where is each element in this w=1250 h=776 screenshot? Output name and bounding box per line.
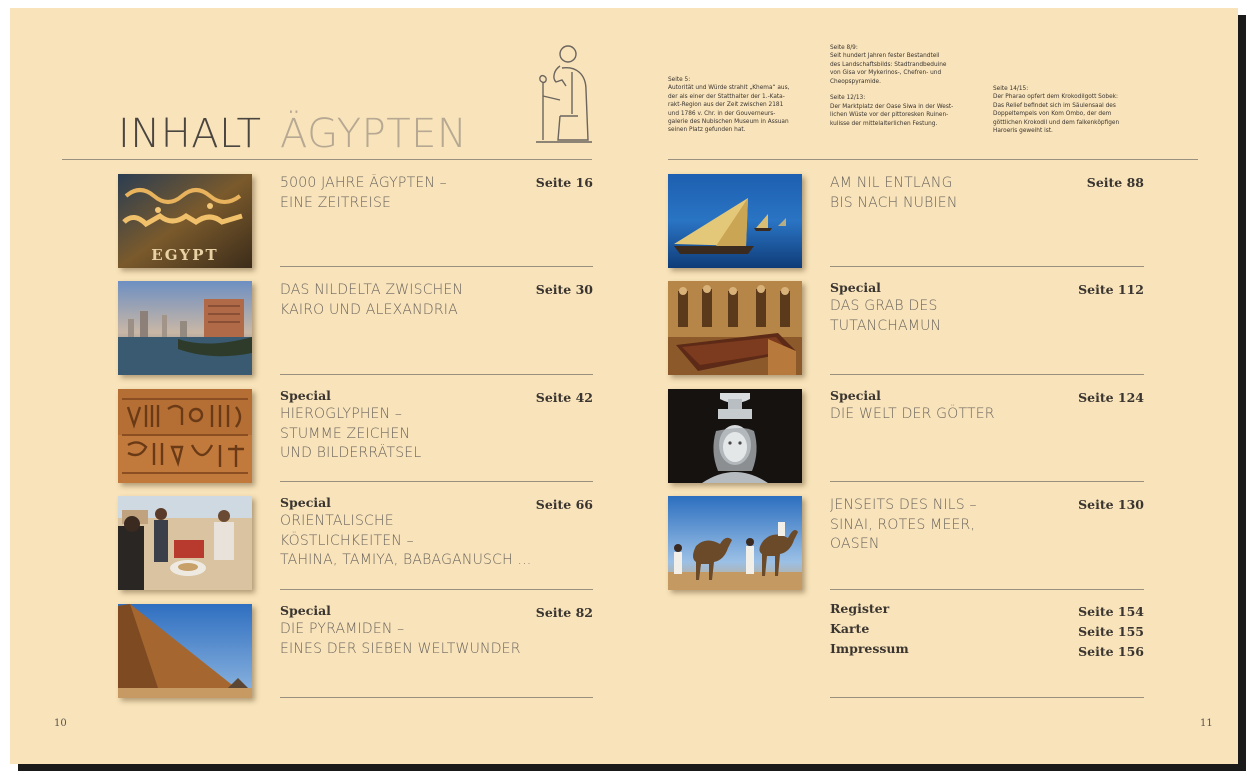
book-spread (10, 8, 1238, 764)
thumb-hieroglyphs (118, 389, 252, 483)
entry-title: JENSEITS DES NILS – SINAI, ROTES MEER, OASEN (830, 497, 977, 552)
page-number: Seite 124 (1078, 390, 1144, 405)
entry-rule (280, 589, 593, 590)
special-label: Special (830, 280, 881, 295)
appendix-impressum[interactable]: Impressum (830, 641, 909, 656)
page-number: Seite 30 (535, 282, 593, 297)
egypt-sign-text: EGYPT (151, 246, 219, 264)
caption-seite-5: Seite 5: Autorität und Würde strahlt „Khema“ aus, der als einer der Statthalter der 1.-Kata- rakt-Region aus der Zeit zwischen 2181 und 1786 v. Chr. in der Gouverneurs- galerie des Nubischen Museum in Assuan seinen Platz gefunden hat. (668, 77, 790, 134)
page-number: Seite 88 (1086, 175, 1144, 190)
horus-figure-icon (532, 44, 596, 148)
entry-rule (280, 266, 593, 267)
folio-left: 10 (54, 718, 67, 729)
special-label: Special (280, 603, 331, 618)
page-number: Seite 42 (535, 390, 593, 405)
thumb-egypt-sign (118, 174, 252, 268)
entry-rule (830, 697, 1144, 698)
page-number: Seite 130 (1078, 497, 1144, 512)
page-number: Seite 155 (1078, 624, 1144, 639)
thumb-camels (668, 496, 802, 590)
thumb-goddess-statue (668, 389, 802, 483)
entry-title: DAS GRAB DES TUTANCHAMUN (830, 298, 942, 334)
entry-title: DIE PYRAMIDEN – EINES DER SIEBEN WELTWUNDER (280, 621, 521, 657)
caption-seite-14-15: Seite 14/15: Der Pharao opfert dem Krokodilgott Sobek: Das Relief befindet sich im Säulensaal des Doppeltempels von Kom Ombo, der dem göttlichen Krokodil und dem falkenköpfigen Haroeris geweiht ist. (993, 86, 1120, 135)
entry-rule (830, 374, 1144, 375)
caption-seite-8-13: Seite 8/9: Seit hundert Jahren fester Bestandteil des Landschaftsbilds: Stadtrandbeduine von Gisa vor Mykerinos-, Chefren- und Cheopspyramide. Seite 12/13: Der Marktplatz der Oase Siwa in der West- lichen Wüste vor der pittoresken Ruinen- kulisse der mittelalterlichen Festung. (830, 45, 954, 127)
thumb-tomb (668, 281, 802, 375)
appendix-karte[interactable]: Karte (830, 621, 870, 636)
page-number: Seite 16 (535, 175, 593, 190)
page-number: Seite 112 (1078, 282, 1144, 297)
entry-rule (830, 589, 1144, 590)
entry-rule (280, 697, 593, 698)
entry-title: DIE WELT DER GÖTTER (830, 406, 995, 422)
entry-title: DAS NILDELTA ZWISCHEN KAIRO UND ALEXANDRIA (280, 282, 464, 318)
entry-title: HIEROGLYPHEN – STUMME ZEICHEN UND BILDERRÄTSEL (280, 406, 422, 461)
thumb-market-food (118, 496, 252, 590)
heading-inhalt: INHALT (118, 111, 262, 157)
entry-title: ORIENTALISCHE KÖSTLICHKEITEN – TAHINA, TAMIYA, BABAGANUSCH ... (280, 513, 532, 568)
page-number: Seite 154 (1078, 604, 1144, 619)
folio-right: 11 (1200, 718, 1213, 729)
appendix-register[interactable]: Register (830, 601, 890, 616)
header-rule-left (62, 159, 592, 160)
thumb-pyramid (118, 604, 252, 698)
thumb-cairo-skyline (118, 281, 252, 375)
entry-title: AM NIL ENTLANG BIS NACH NUBIEN (830, 175, 958, 211)
entry-rule (830, 481, 1144, 482)
thumb-felucca (668, 174, 802, 268)
special-label: Special (280, 388, 331, 403)
entry-rule (280, 374, 593, 375)
page-number: Seite 156 (1078, 644, 1144, 659)
heading-country: ÄGYPTEN (280, 111, 468, 157)
page-number: Seite 66 (535, 497, 593, 512)
special-label: Special (830, 388, 881, 403)
entry-title: 5000 JAHRE ÄGYPTEN – EINE ZEITREISE (280, 175, 447, 211)
header-rule-right (668, 159, 1198, 160)
entry-rule (830, 266, 1144, 267)
entry-rule (280, 481, 593, 482)
special-label: Special (280, 495, 331, 510)
page-number: Seite 82 (535, 605, 593, 620)
